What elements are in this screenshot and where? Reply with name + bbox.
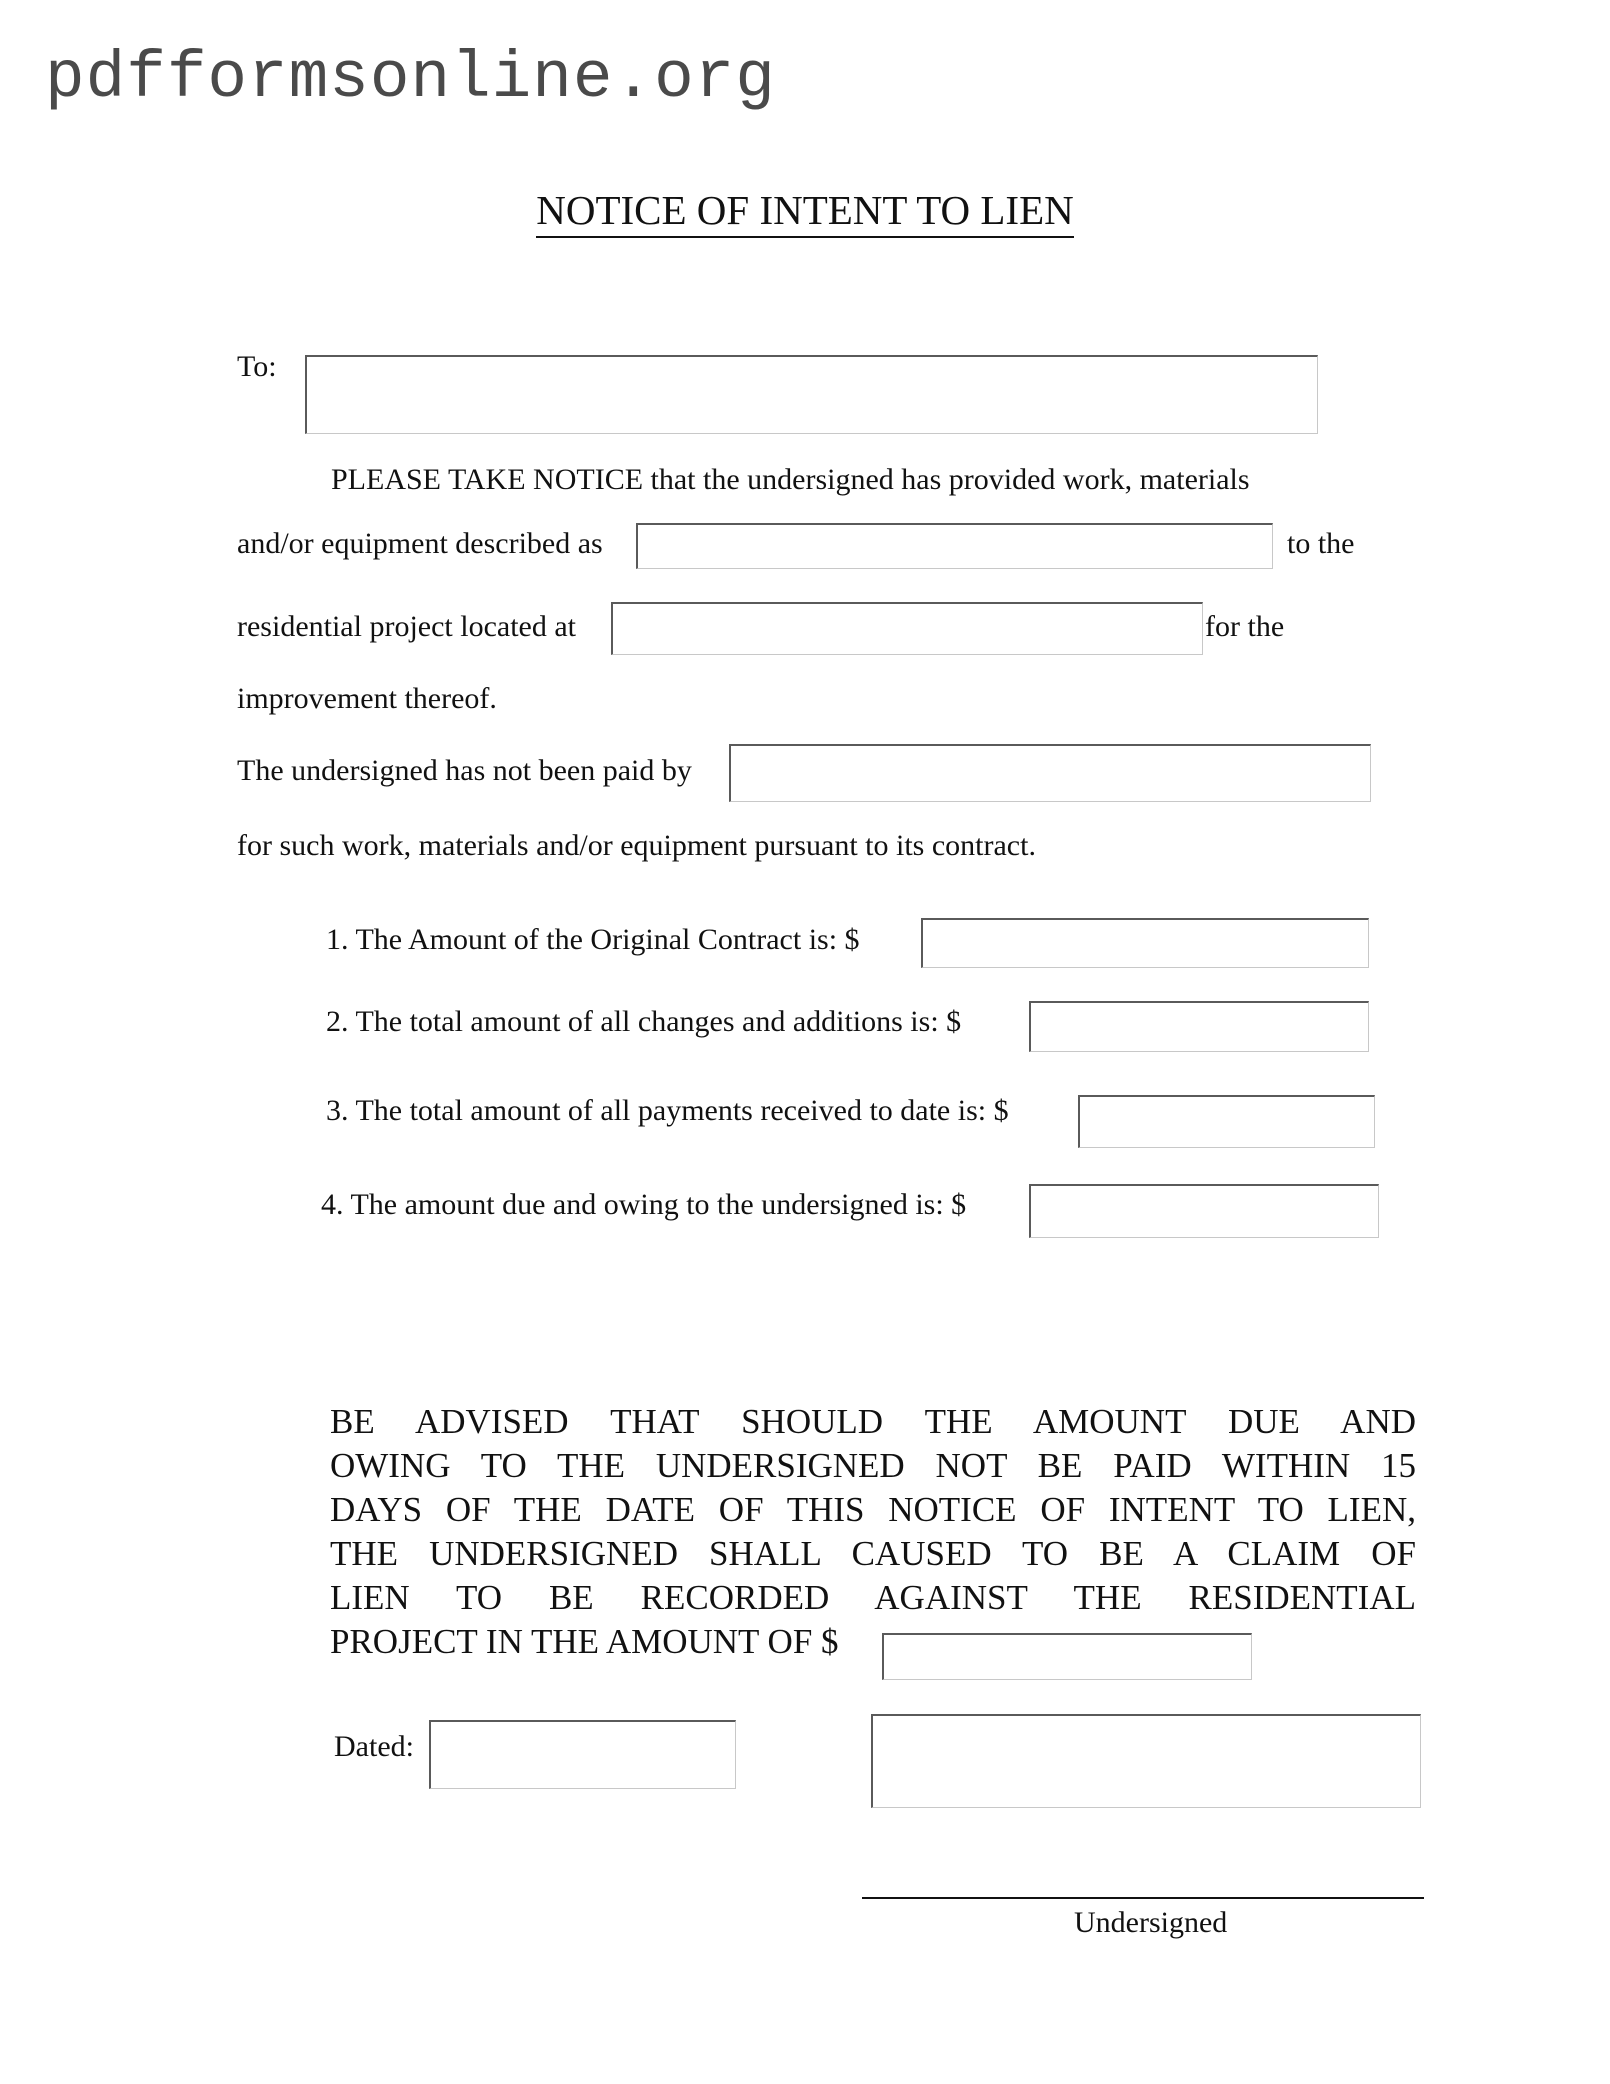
project-location-field[interactable] — [611, 602, 1203, 655]
item-payments-received-label: 3. The total amount of all payments received to date is: $ — [326, 1094, 1009, 1127]
warning-line-4: THE UNDERSIGNED SHALL CAUSED TO BE A CLAIM OF — [330, 1534, 1416, 1573]
improvement-text: improvement thereof. — [237, 682, 497, 715]
to-field[interactable] — [305, 355, 1318, 434]
described-suffix: to the — [1287, 527, 1355, 560]
located-suffix: for the — [1205, 610, 1285, 643]
undersigned-label: Undersigned — [1074, 1906, 1228, 1939]
item-original-contract-label: 1. The Amount of the Original Contract is: $ — [326, 923, 860, 956]
unpaid-by-field[interactable] — [729, 744, 1371, 802]
intro-line-1: PLEASE TAKE NOTICE that the undersigned has provided work, materials — [331, 463, 1250, 496]
warning-line-1: BE ADVISED THAT SHOULD THE AMOUNT DUE AND — [330, 1402, 1416, 1441]
site-watermark: pdfformsonline.org — [45, 41, 776, 116]
amount-due-field[interactable] — [1029, 1184, 1379, 1238]
signature-name-field[interactable] — [871, 1714, 1421, 1808]
changes-additions-amount-field[interactable] — [1029, 1001, 1369, 1052]
lien-warning-text — [330, 1400, 1416, 1664]
lien-amount-field[interactable] — [882, 1633, 1252, 1680]
document-title-text: NOTICE OF INTENT TO LIEN — [536, 187, 1074, 238]
payments-received-amount-field[interactable] — [1078, 1095, 1375, 1148]
warning-line-5: LIEN TO BE RECORDED AGAINST THE RESIDENTIAL — [330, 1578, 1416, 1617]
document-title — [0, 187, 1610, 233]
described-prefix: and/or equipment described as — [237, 527, 603, 560]
dated-label: Dated: — [334, 1730, 414, 1763]
signature-line — [862, 1897, 1424, 1899]
work-description-field[interactable] — [636, 523, 1273, 569]
not-paid-prefix: The undersigned has not been paid by — [237, 754, 692, 787]
original-contract-amount-field[interactable] — [921, 918, 1369, 968]
warning-line-3: DAYS OF THE DATE OF THIS NOTICE OF INTENT TO LIEN, — [330, 1490, 1416, 1529]
contract-line: for such work, materials and/or equipment pursuant to its contract. — [237, 829, 1036, 862]
warning-line-2: OWING TO THE UNDERSIGNED NOT BE PAID WITHIN 15 — [330, 1446, 1416, 1485]
date-field[interactable] — [429, 1720, 736, 1789]
to-label: To: — [237, 350, 277, 383]
warning-line-6: PROJECT IN THE AMOUNT OF $ — [330, 1622, 839, 1661]
item-changes-additions-label: 2. The total amount of all changes and additions is: $ — [326, 1005, 962, 1038]
located-prefix: residential project located at — [237, 610, 577, 643]
item-amount-due-label: 4. The amount due and owing to the undersigned is: $ — [321, 1188, 967, 1221]
